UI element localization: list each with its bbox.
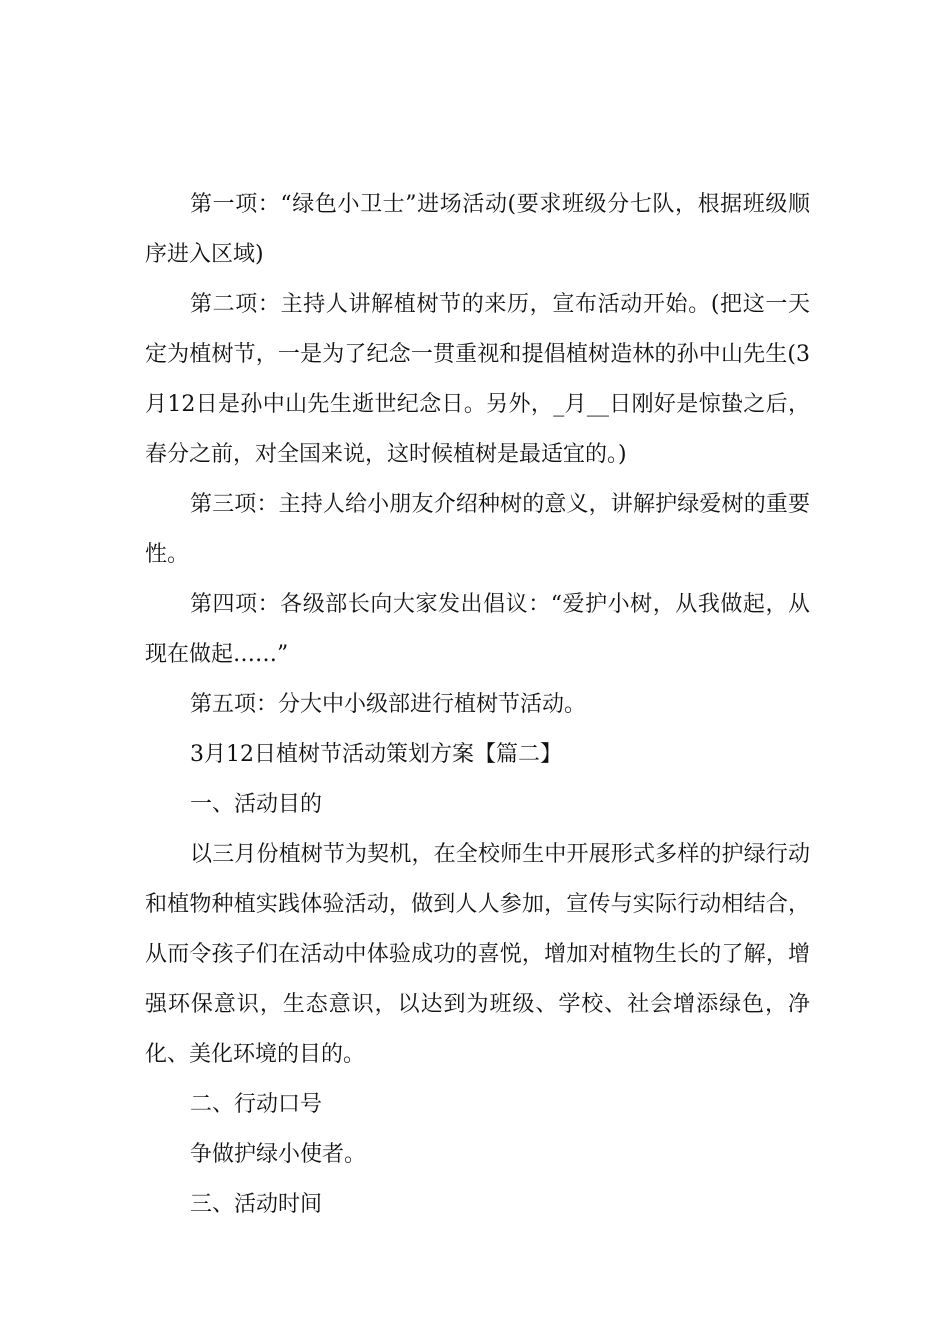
paragraph-item-3: 第三项：主持人给小朋友介绍种树的意义，讲解护绿爱树的重要性。	[145, 492, 810, 567]
document-body	[145, 180, 810, 1230]
paragraph-item-4: 第四项：各级部长向大家发出倡议：“爱护小树，从我做起，从现在做起……”	[145, 592, 810, 667]
section-title: 3月12日植树节活动策划方案【篇二】	[190, 742, 562, 767]
paragraph-item-1: 第一项：“绿色小卫士”进场活动(要求班级分七队，根据班级顺序进入区域)	[145, 192, 810, 267]
heading-purpose: 一、活动目的	[190, 792, 323, 817]
heading-time: 三、活动时间	[190, 1192, 323, 1217]
paragraph-item-5: 第五项：分大中小级部进行植树节活动。	[190, 692, 587, 717]
heading-slogan: 二、行动口号	[190, 1092, 323, 1117]
paragraph-purpose: 以三月份植树节为契机，在全校师生中开展形式多样的护绿行动和植物种植实践体验活动，做到人人参加，宣传与实际行动相结合，从而令孩子们在活动中体验成功的喜悦，增加对植物生长的了解，增强环保意识，生态意识，以达到为班级、学校、社会增添绿色，净化、美化环境的目的。	[145, 842, 810, 1067]
paragraph-item-2: 第二项：主持人讲解植树节的来历，宣布活动开始。(把这一天定为植树节，一是为了纪念一贯重视和提倡植树造林的孙中山先生(3月12日是孙中山先生逝世纪念日。另外，_月__日刚好是惊蛰之后，春分之前，对全国来说，这时候植树是最适宜的。)	[145, 292, 810, 467]
paragraph-slogan: 争做护绿小使者。	[190, 1142, 367, 1167]
